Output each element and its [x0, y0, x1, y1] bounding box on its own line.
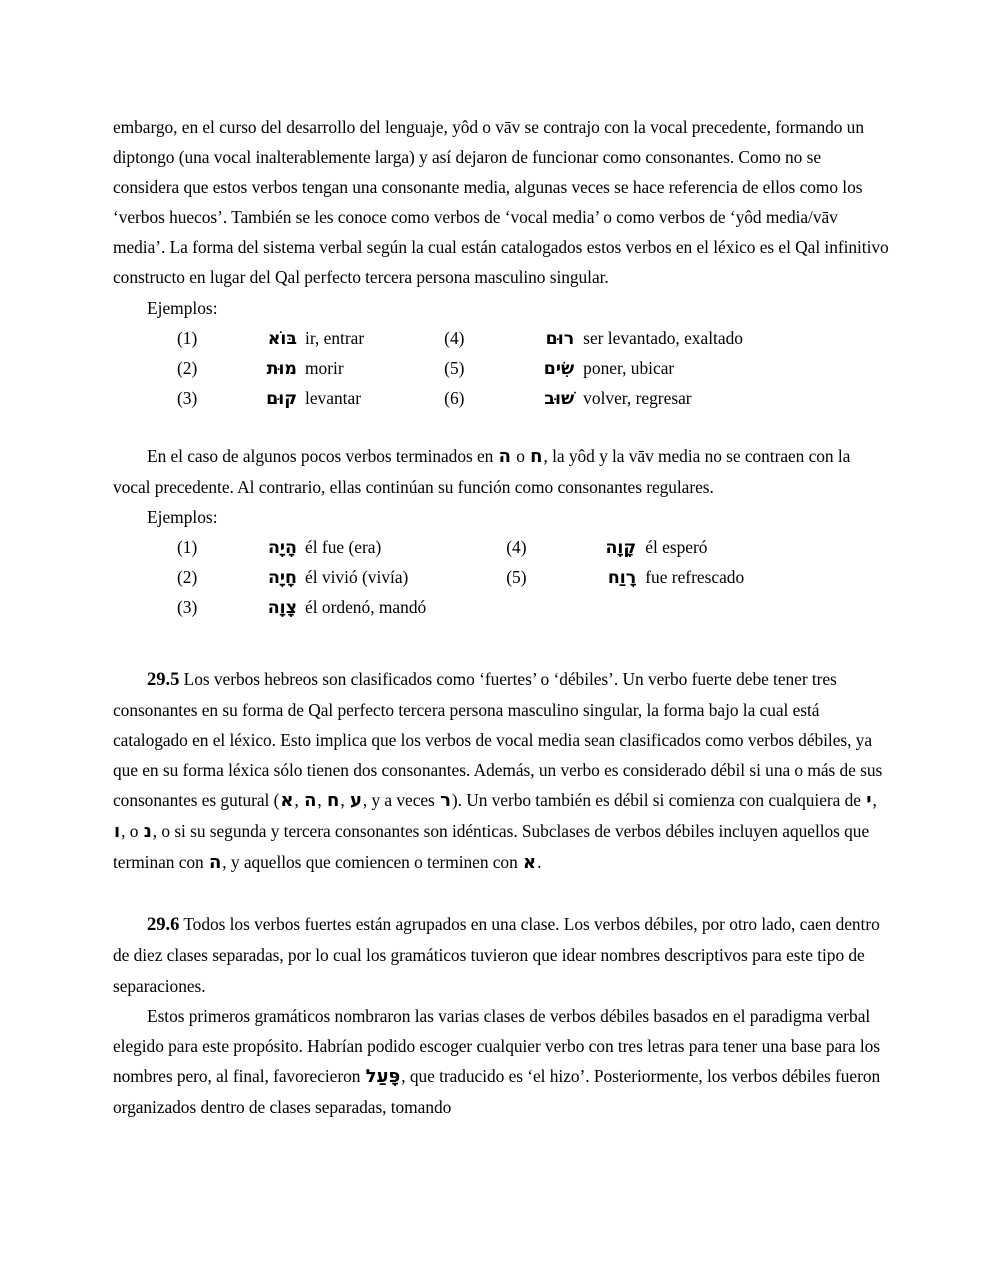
example-hebrew: קָוָה	[605, 537, 637, 558]
paragraph-intro-continuation: embargo, en el curso del desarrollo del lenguaje, yôd o vāv se contrajo con la vocal precedente, formando un diptongo (una vocal inalterablemente larga) y así dejaron de funcionar como consonantes. Como no se considera que estos verbos tengan una consonante media, algunas veces se hace referencia de ellos como los ‘verbos huecos’. También se les conoce como verbos de ‘vocal media’ o como verbos de ‘yôd media/vāv media’. La forma del sistema verbal según la cual están catalogados estos verbos en el léxico es el Qal infinitivo constructo en lugar del Qal perfecto tercera persona masculino singular.	[113, 117, 889, 288]
paragraph-text-segment: , o si su segunda y tercera consonantes son idénticas. Subclases de verbos débiles incluyen aquellos que terminan con	[113, 821, 870, 873]
example-number: (5)	[444, 357, 465, 378]
example-number: (6)	[444, 388, 465, 409]
separator: ,	[340, 790, 349, 811]
hebrew-letter-aleph: א	[523, 852, 537, 874]
examples-label-2: Ejemplos:	[147, 506, 218, 527]
empty-cell	[562, 593, 645, 623]
table-row	[147, 324, 777, 354]
example-gloss: él vivió (vivía)	[305, 567, 409, 588]
example-gloss: poner, ubicar	[583, 357, 675, 378]
section-29-6	[113, 909, 890, 1000]
separator: , o	[121, 821, 143, 842]
hebrew-letter-vav: ו	[114, 821, 121, 843]
example-hebrew: רוּם	[545, 328, 575, 349]
paragraph-text-segment: .	[537, 852, 542, 873]
examples-table-1	[147, 324, 777, 415]
example-number: (4)	[506, 536, 527, 557]
hebrew-letter-he: ה	[304, 790, 317, 812]
example-hebrew: קוּם	[266, 389, 297, 410]
column-spacer	[398, 354, 444, 384]
column-spacer	[460, 593, 506, 623]
example-gloss: fue refrescado	[645, 567, 745, 588]
column-spacer	[398, 384, 444, 414]
vertical-spacer	[113, 624, 890, 664]
example-gloss: él esperó	[645, 536, 708, 557]
example-hebrew: רָוַח	[607, 568, 637, 589]
separator: ,	[317, 790, 326, 811]
hebrew-letter-het: ח	[530, 445, 543, 467]
table-row	[147, 593, 778, 623]
paragraph-he-het-endings	[113, 441, 890, 502]
paragraph-text-segment: Los verbos hebreos son clasificados como ‘fuertes’ o ‘débiles’. Un verbo fuerte debe tener tres consonantes en su forma de Qal perfecto tercera persona masculino singular, la forma bajo la cual está catalogado en el léxico. Esto implica que los verbos de vocal media sean clasificados como verbos débiles, ya que en su forma léxica sólo tienen dos consonantes. Además, un verbo es considerado débil si una o más de sus consonantes es gutural (	[113, 668, 883, 811]
example-gloss: volver, regresar	[583, 388, 692, 409]
hebrew-letter-he: ה	[498, 445, 511, 467]
paragraph-text-segment: o	[511, 445, 530, 466]
example-gloss: él ordenó, mandó	[305, 597, 427, 618]
example-hebrew: חָיָה	[267, 568, 297, 589]
example-hebrew: שׁוּב	[544, 389, 575, 410]
example-gloss: ir, entrar	[305, 327, 365, 348]
column-spacer	[398, 324, 444, 354]
paragraph-text-segment: Todos los verbos fuertes están agrupados en una clase. Los verbos débiles, por otro lado, caen dentro de diez clases separadas, por lo cual los gramáticos tuvieron que idear nombres descriptivos para este tipo de separaciones.	[113, 914, 880, 996]
example-gloss: él fue (era)	[305, 536, 382, 557]
paragraph-grammarians	[113, 1001, 890, 1122]
column-spacer	[460, 533, 506, 563]
example-number: (3)	[177, 388, 198, 409]
paragraph-text-segment: , y a veces	[362, 790, 440, 811]
example-number: (4)	[444, 327, 465, 348]
example-hebrew: שִׂים	[543, 358, 575, 379]
section-number-29-6: 29.6	[147, 914, 180, 936]
vertical-spacer	[113, 415, 890, 441]
example-number: (1)	[177, 327, 198, 348]
example-number: (3)	[177, 597, 198, 618]
table-row	[147, 533, 778, 563]
vertical-spacer	[113, 878, 890, 909]
empty-cell	[506, 593, 562, 623]
example-number: (2)	[177, 357, 198, 378]
paragraph-text-segment: En el caso de algunos pocos verbos terminados en	[147, 445, 498, 466]
example-number: (2)	[177, 567, 198, 588]
hebrew-letter-resh: ר	[440, 790, 451, 812]
example-number: (5)	[506, 567, 527, 588]
examples-table-2	[147, 533, 778, 624]
hebrew-letter-het: ח	[327, 790, 340, 812]
paragraph-text-segment: , la yôd y la vāv media no se contraen con la vocal precedente. Al contrario, ellas continúan su función como consonantes regulares.	[113, 445, 851, 497]
example-hebrew: הָיָה	[267, 537, 297, 558]
example-gloss: morir	[305, 357, 344, 378]
paragraph-text-segment: Estos primeros gramáticos nombraron las varias clases de verbos débiles basados en el paradigma verbal elegido para este propósito. Habrían podido escoger cualquier verbo con tres letras para tener una base para los nombres pero, al final, favorecieron	[113, 1005, 881, 1086]
example-gloss: ser levantado, exaltado	[583, 327, 743, 348]
table-row	[147, 354, 777, 384]
example-hebrew: מוּת	[266, 358, 297, 379]
hebrew-letter-ayin: ע	[349, 790, 362, 812]
example-number: (1)	[177, 536, 198, 557]
paragraph-text-segment: , que traducido es ‘el hizo’. Posteriormente, los verbos débiles fueron organizados dentro de clases separadas, tomando	[113, 1065, 881, 1117]
section-29-5	[113, 664, 890, 879]
table-row	[147, 563, 778, 593]
section-number-29-5: 29.5	[147, 668, 180, 690]
examples-label-1: Ejemplos:	[147, 297, 218, 318]
example-hebrew: צָוָה	[267, 598, 297, 619]
hebrew-word-paal: פָּעַל	[365, 1065, 401, 1087]
hebrew-letter-yod: י	[866, 790, 872, 812]
example-gloss: levantar	[305, 388, 362, 409]
paragraph-text-segment: , y aquellos que comiencen o terminen con	[222, 852, 523, 873]
paragraph-text-segment: ). Un verbo también es débil si comienza con cualquiera de	[451, 790, 866, 811]
empty-cell	[645, 593, 778, 623]
separator: ,	[294, 790, 304, 811]
table-row	[147, 384, 777, 414]
example-hebrew: בּוֹא	[267, 328, 297, 349]
hebrew-letter-he: ה	[208, 852, 222, 874]
hebrew-letter-aleph: א	[280, 790, 294, 812]
hebrew-letter-nun: נ	[143, 821, 152, 843]
separator: ,	[872, 790, 877, 811]
column-spacer	[460, 563, 506, 593]
